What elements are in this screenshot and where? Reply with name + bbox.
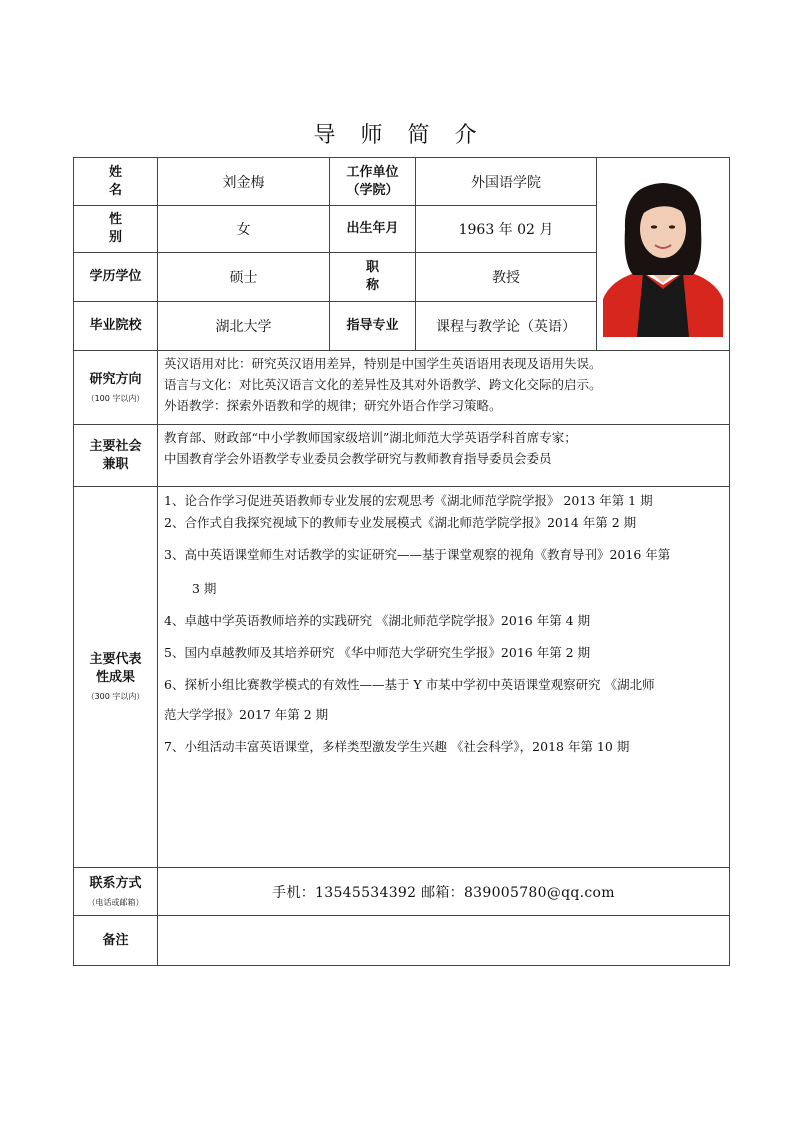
title-label: 职称: [330, 253, 416, 302]
achievement-item: 6、探析小组比赛教学模式的有效性——基于 Y 市某中学初中英语课堂观察研究 《湖北师: [164, 677, 655, 692]
achievement-item: 7、小组活动丰富英语课堂，多样类型激发学生兴趣 《社会科学》，2018 年第 10 期: [164, 739, 630, 754]
social-line: 教育部、财政部“中小学教师国家级培训”湖北师范大学英语学科首席专家；: [164, 430, 577, 445]
work-unit-value: 外国语学院: [416, 158, 597, 206]
major-value: 课程与教学论（英语）: [416, 302, 597, 351]
achievement-item-cont: 范大学学报》2017 年第 2 期: [164, 707, 329, 722]
portrait-cell: [597, 158, 730, 351]
gender-label: 性别: [74, 206, 158, 253]
title-value: 教授: [416, 253, 597, 302]
remark-label: 备注: [74, 916, 158, 966]
gender-value: 女: [158, 206, 330, 253]
achievement-item-cont: 3 期: [192, 581, 217, 596]
achievement-item: 5、国内卓越教师及其培养研究 《华中师范大学研究生学报》2016 年第 2 期: [164, 645, 591, 660]
profile-table: [73, 157, 730, 966]
research-content: [158, 351, 730, 425]
achievement-item: 1、论合作学习促进英语教师专业发展的宏观思考《湖北师范学院学报》 2013 年第 1 期: [164, 493, 653, 508]
achievements-note: （300 字以内）: [86, 692, 145, 701]
achievement-item: 3、高中英语课堂师生对话教学的实证研究——基于课堂观察的视角《教育导刊》2016 年第: [164, 547, 671, 562]
birth-value: 1963 年 02 月: [416, 206, 597, 253]
portrait-photo: [603, 167, 723, 337]
contact-label: 联系方式 （电话或邮箱）: [74, 868, 158, 916]
achievements-content: [158, 487, 730, 868]
school-label: 毕业院校: [74, 302, 158, 351]
degree-label: 学历学位: [74, 253, 158, 302]
birth-label: 出生年月: [330, 206, 416, 253]
research-label: 研究方向 （100 字以内）: [74, 351, 158, 425]
social-content: [158, 425, 730, 487]
work-unit-label: 工作单位（学院）: [330, 158, 416, 206]
name-label: 姓名: [74, 158, 158, 206]
contact-note: （电话或邮箱）: [87, 897, 144, 907]
achievements-label: 主要代表性成果 （300 字以内）: [74, 487, 158, 868]
research-note: （100 字以内）: [86, 393, 145, 403]
major-label: 指导专业: [330, 302, 416, 351]
social-label: 主要社会兼职: [74, 425, 158, 487]
research-line: 外语教学：探索外语教和学的规律；研究外语合作学习策略。: [164, 398, 502, 413]
degree-value: 硕士: [158, 253, 330, 302]
social-line: 中国教育学会外语教学专业委员会教学研究与教师教育指导委员会委员: [164, 451, 552, 466]
school-value: 湖北大学: [158, 302, 330, 351]
research-line: 语言与文化：对比英汉语言文化的差异性及其对外语教学、跨文化交际的启示。: [164, 377, 602, 392]
achievement-item: 2、合作式自我探究视域下的教师专业发展模式《湖北师范学院学报》2014 年第 2 期: [164, 515, 637, 530]
name-value: 刘金梅: [158, 158, 330, 206]
achievement-item: 4、卓越中学英语教师培养的实践研究 《湖北师范学院学报》2016 年第 4 期: [164, 613, 591, 628]
research-line: 英汉语用对比：研究英汉语用差异，特别是中国学生英语语用表现及语用失误。: [164, 356, 602, 371]
contact-value: 手机：13545534392 邮箱：839005780@qq.com: [158, 868, 730, 916]
remark-value: [158, 916, 730, 966]
page-title: 导 师 简 介: [313, 123, 486, 148]
